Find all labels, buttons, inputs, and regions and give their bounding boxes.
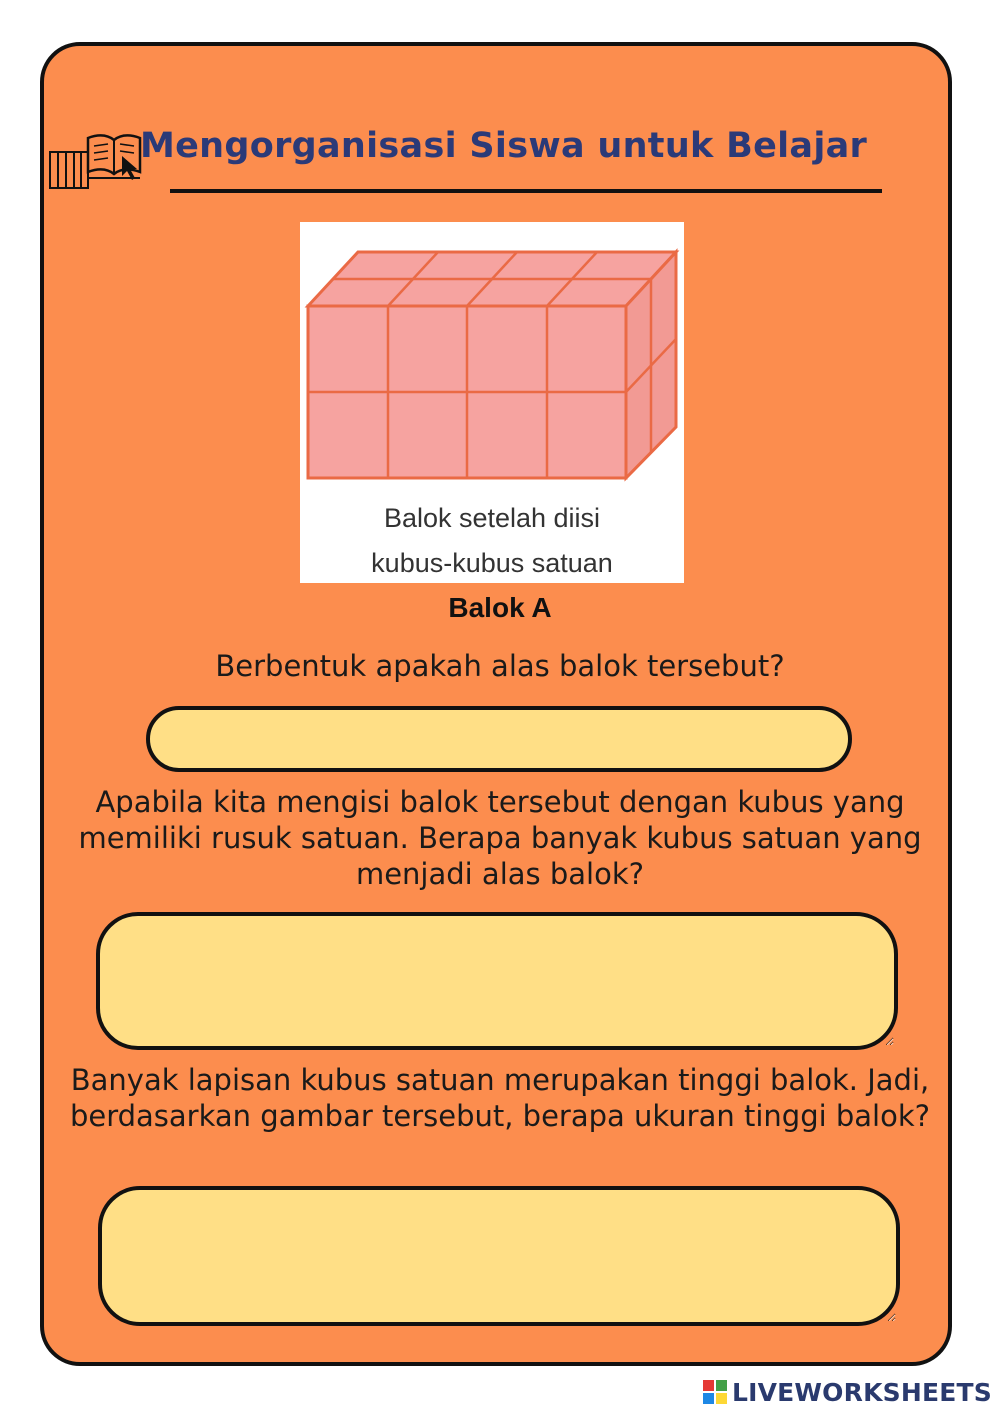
cuboid-illustration: [300, 222, 684, 492]
answer-field-2[interactable]: [96, 912, 898, 1050]
book-computer-icon: [48, 126, 144, 192]
question-3: Banyak lapisan kubus satuan merupakan tinggi balok. Jadi, berdasarkan gambar tersebut, berapa ukuran tinggi balok?: [69, 1063, 931, 1133]
liveworksheets-logo-icon: [702, 1379, 728, 1405]
question-2: Apabila kita mengisi balok tersebut dengan kubus yang memiliki rusuk satuan. Berapa banyak kubus satuan yang menjadi alas balok?: [78, 785, 922, 891]
brand-text: LIVEWORKSHEETS: [731, 1377, 992, 1407]
cuboid-figure: [300, 222, 684, 583]
title-underline: [170, 189, 882, 193]
header: [48, 120, 908, 190]
answer-field-1[interactable]: [146, 706, 852, 772]
answer-field-3[interactable]: [98, 1186, 900, 1326]
liveworksheets-brand[interactable]: [702, 1374, 992, 1410]
page-title: Mengorganisasi Siswa untuk Belajar: [140, 126, 868, 166]
question-1: Berbentuk apakah alas balok tersebut?: [215, 649, 785, 683]
figure-caption-line-2: kubus-kubus satuan: [371, 548, 613, 578]
figure-caption-line-1: Balok setelah diisi: [383, 503, 601, 533]
balok-label: Balok A: [448, 592, 552, 623]
